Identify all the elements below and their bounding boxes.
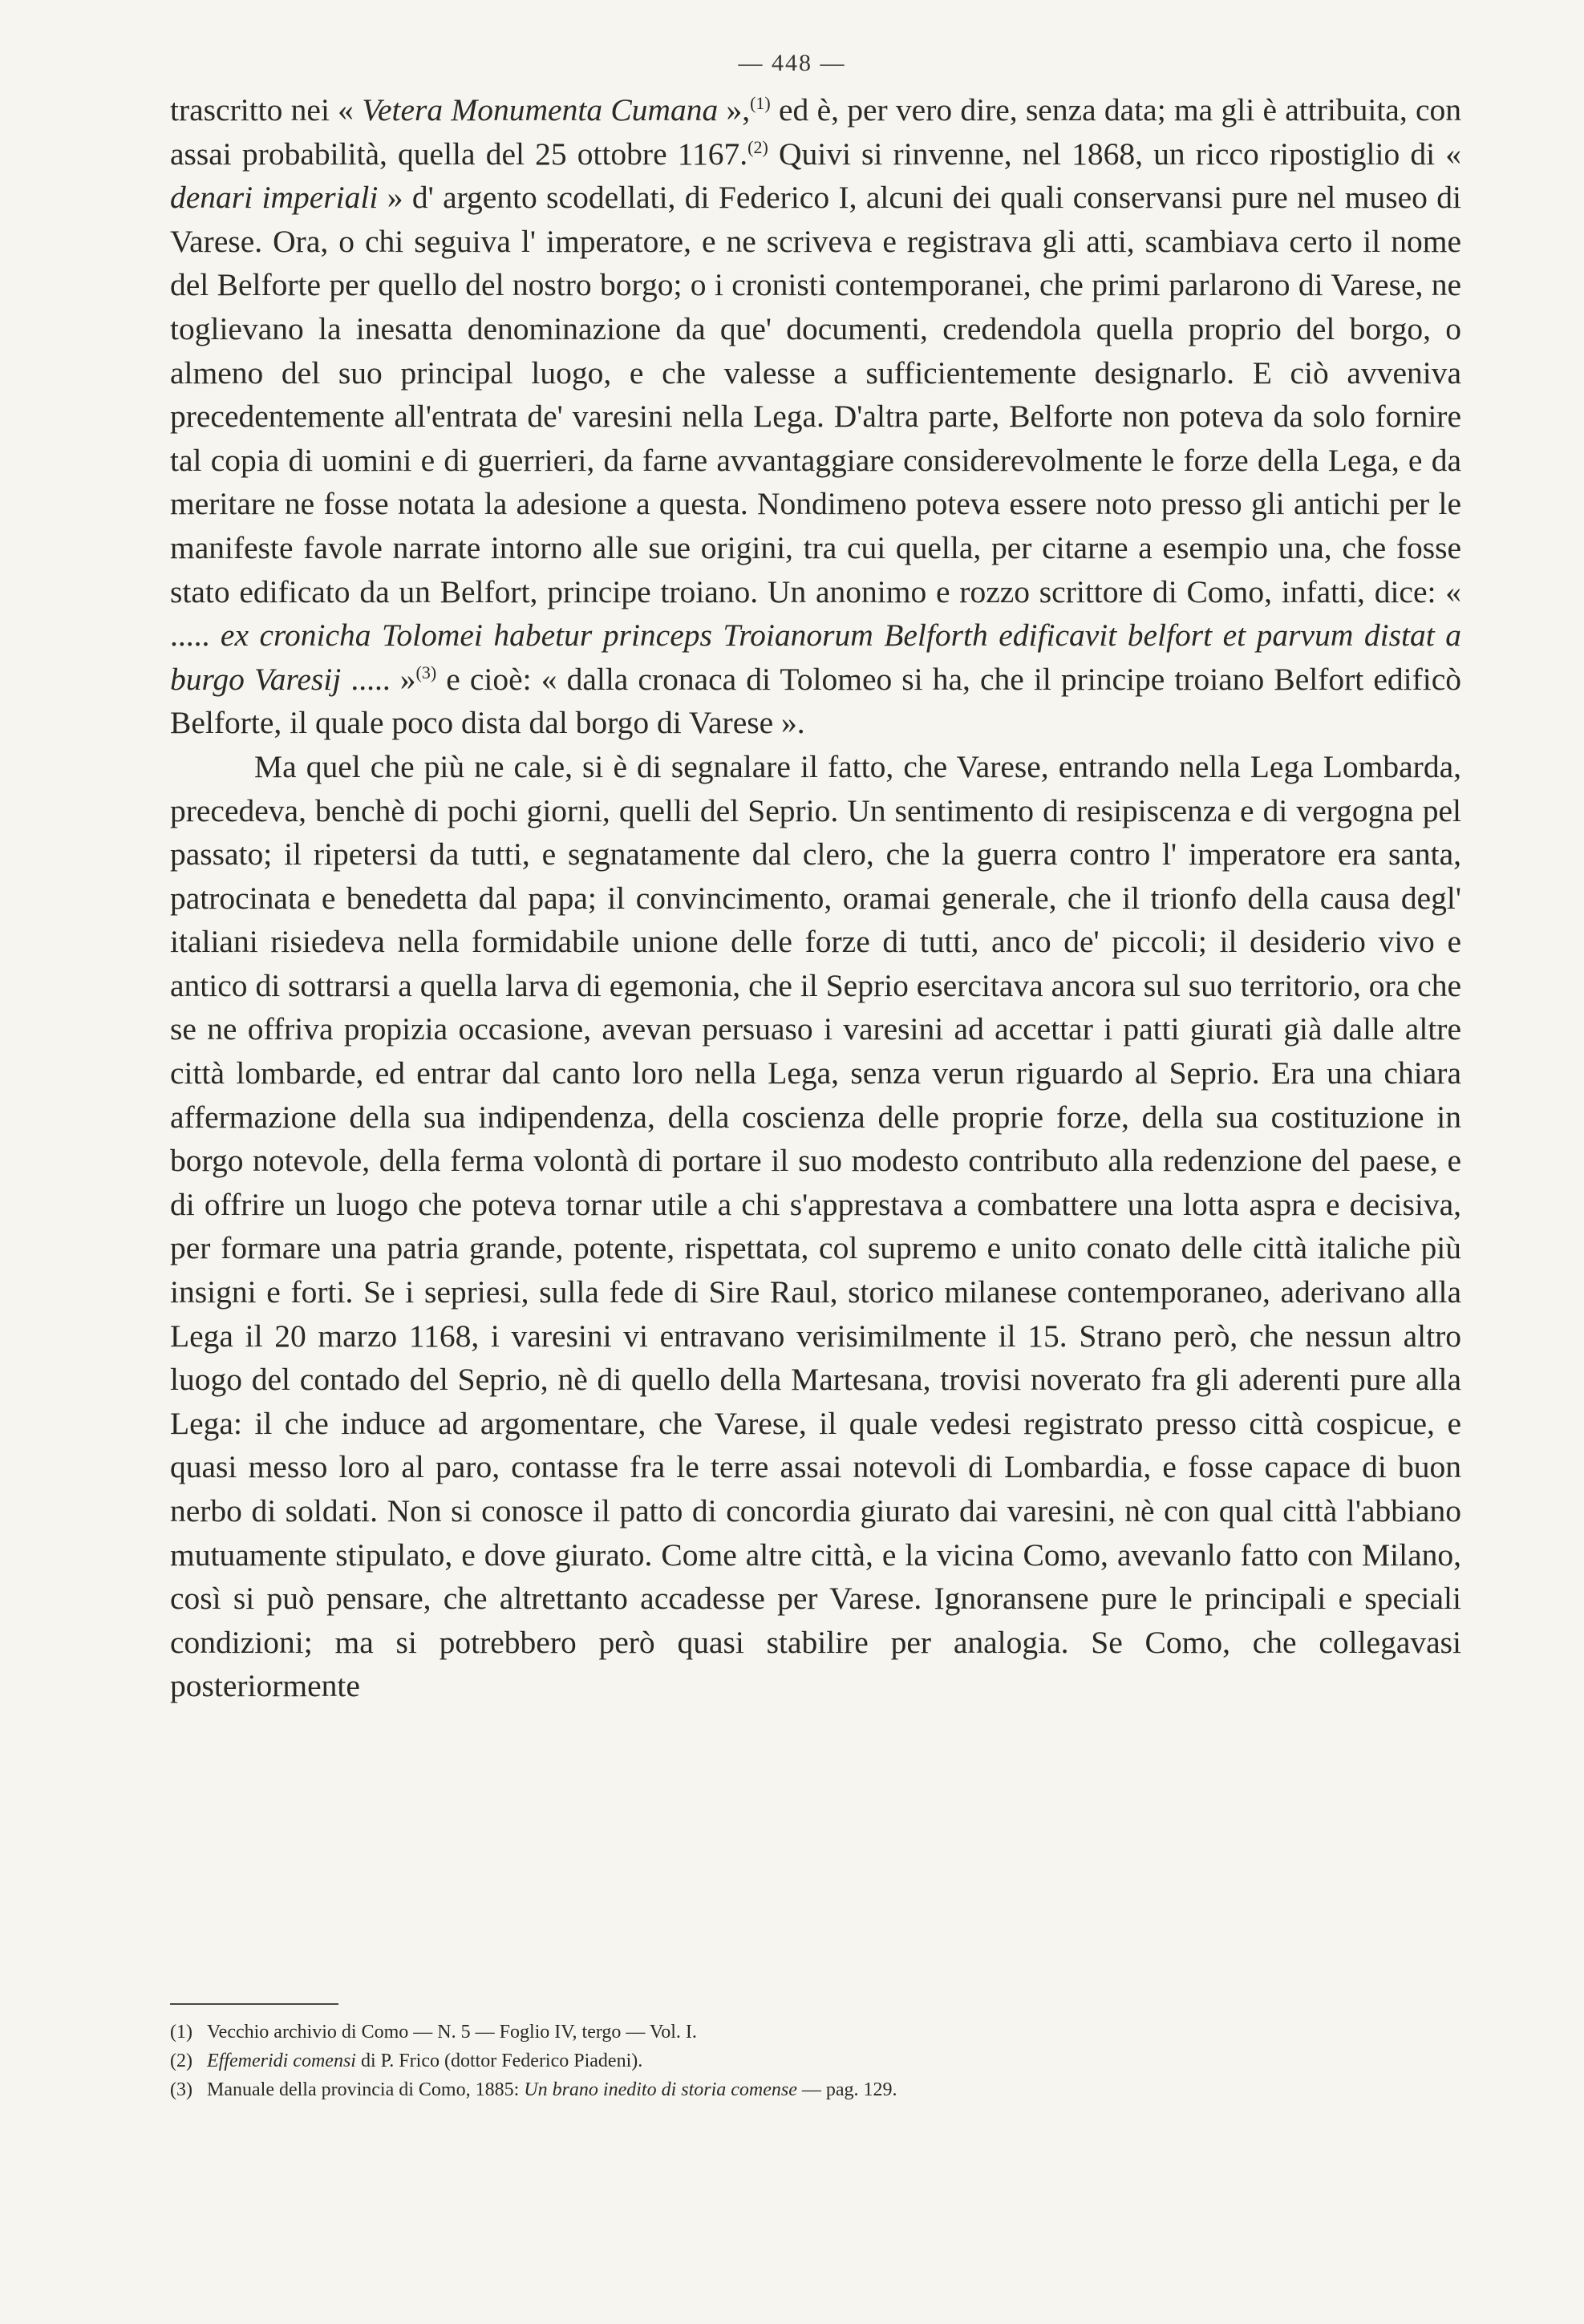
footnote bbox=[170, 2047, 1461, 2075]
text-run: ed è, per vero dire, senza data; ma gli è attribuita, con assai probabilità, quella del 25 ottobre 1167. bbox=[170, 92, 1461, 172]
text-run: di P. Frico (dottor Federico Piadeni). bbox=[355, 2051, 643, 2071]
footnote-reference: (2) bbox=[747, 136, 768, 157]
footnote-separator bbox=[170, 2003, 338, 2005]
footnote-text bbox=[207, 2047, 642, 2075]
italic-text: Effemeridi comensi bbox=[207, 2051, 356, 2071]
italic-text: Vetera Monumenta Cumana bbox=[362, 92, 719, 128]
text-run: e cioè: « dalla cronaca di Tolomeo si ha, che il principe troiano Belfort edificò Belforte, il quale poco dista dal borgo di Varese ». bbox=[170, 661, 1461, 741]
footnote-number: (1) bbox=[170, 2022, 192, 2043]
paragraph bbox=[170, 88, 1461, 745]
footnote-reference: (3) bbox=[415, 662, 437, 682]
footnote bbox=[170, 2018, 1461, 2047]
italic-text: denari imperiali bbox=[170, 180, 379, 216]
footnotes bbox=[170, 2018, 1461, 2104]
italic-text: ex cronicha Tolomei habetur princeps Troianorum Belforth edificavit belfort et parvum distat a burgo Varesij bbox=[170, 617, 1461, 697]
footnote-reference: (1) bbox=[750, 93, 771, 113]
footnote-text bbox=[207, 2018, 697, 2047]
text-run: trascritto nei « bbox=[170, 92, 363, 128]
text-run: Manuale della provincia di Como, 1885: bbox=[207, 2079, 525, 2100]
text-run: ..... » bbox=[341, 661, 416, 697]
footnote-text bbox=[207, 2075, 897, 2104]
footnote-number: (3) bbox=[170, 2079, 192, 2100]
text-run: Quivi si rinvenne, nel 1868, un ricco ripostiglio di « bbox=[768, 136, 1461, 172]
text-run: Ma quel che più ne cale, si è di segnalare il fatto, che Varese, entrando nella Lega Lombarda, precedeva, benchè di pochi giorni, quelli del Seprio. Un sentimento di resipiscenza e di vergogna pel passato; il ripetersi da tutti, e segnatamente dal clero, che la guerra contro l' imperatore era santa, patrocinata e benedetta dal papa; il convincimento, oramai generale, che il trionfo della causa degl' italiani risiedeva nella formidabile unione delle forze di tutti, anco de' piccoli; il desiderio vivo e antico di sottrarsi a quella larva di egemonia, che il Seprio esercitava ancora sul suo territorio, ora che se ne offriva propizia occasione, avevan persuaso i varesini ad accettar i patti giurati già dalle altre città lombarde, ed entrar dal canto loro nella Lega, senza verun riguardo al Seprio. Era una chiara affermazione della sua indipendenza, della coscienza delle proprie forze, della sua costituzione in borgo notevole, della ferma volontà di portare il suo modesto contributo alla redenzione del paese, e di offrire un luogo che poteva tornar utile a chi s'apprestava a combattere una lotta aspra e decisiva, per formare una patria grande, potente, rispettata, col supremo e unito conato delle città italiche più insigni e forti. Se i sepriesi, sulla fede di Sire Raul, storico milanese contemporaneo, aderivano alla Lega il 20 marzo 1168, i varesini vi entravano verisimilmente il 15. Strano però, che nessun altro luogo del contado del Seprio, nè di quello della Martesana, trovisi noverato fra gli aderenti pure alla Lega: il che induce ad argomentare, che Varese, il quale vedesi registrato presso città cospicue, e quasi messo loro al paro, contasse fra le terre assai notevoli di Lombardia, e fosse capace di buon nerbo di soldati. Non si conosce il patto di concordia giurato dai varesini, nè con qual città l'abbiano mutuamente stipulato, e dove giurato. Come altre città, e la vicina Como, avevanlo fatto con Milano, così si può pensare, che altrettanto accadesse per Varese. Ignoransene pure le principali e speciali condizioni; ma si potrebbero però quasi stabilire per analogia. Se Como, che collegavasi posteriormente bbox=[170, 748, 1461, 1704]
text-run: — pag. 129. bbox=[796, 2079, 897, 2100]
page-number: — 448 — bbox=[738, 50, 846, 76]
text-run: Vecchio archivio di Como — N. 5 — Foglio IV, tergo — Vol. I. bbox=[207, 2022, 697, 2043]
body-text bbox=[170, 88, 1461, 1708]
text-run: », bbox=[718, 92, 751, 128]
italic-text: Un brano inedito di storia comense bbox=[524, 2079, 797, 2100]
footnote bbox=[170, 2075, 1461, 2104]
footnote-number: (2) bbox=[170, 2051, 192, 2071]
paragraph bbox=[170, 745, 1461, 1708]
text-run: » d' argento scodellati, di Federico I, alcuni dei quali conservansi pure nel museo di Varese. Ora, o chi seguiva l' imperatore, e ne scriveva e registrava gli atti, scambiava certo il nome del Belforte per quello del nostro borgo; o i cronisti contemporanei, che primi parlarono di Varese, ne toglievano la inesatta denominazione da que' documenti, credendola quella proprio del borgo, o almeno del suo principal luogo, e che valesse a sufficientemente designarlo. E ciò avveniva precedentemente all'entrata de' varesini nella Lega. D'altra parte, Belforte non poteva da solo fornire tal copia di uomini e di guerrieri, da farne avvantaggiare considerevolmente le forze della Lega, e da meritare ne fosse notata la adesione a questa. Nondimeno poteva essere noto presso gli antichi per le manifeste favole narrate intorno alle sue origini, tra cui quella, per citarne a esempio una, che fosse stato edificato da un Belfort, principe troiano. Un anonimo e rozzo scrittore di Como, infatti, dice: « ..... bbox=[170, 180, 1461, 654]
